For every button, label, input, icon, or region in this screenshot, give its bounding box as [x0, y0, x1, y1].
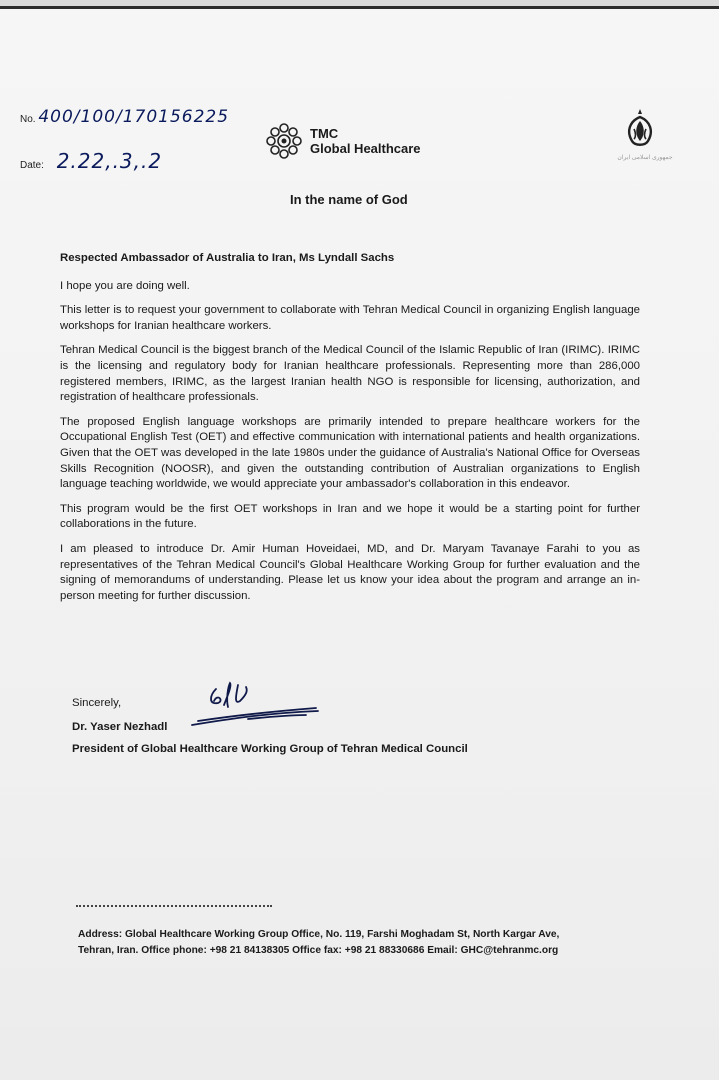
emblem-caption: جمهوری اسلامی ایران: [617, 155, 673, 161]
letter-page: [0, 6, 719, 1080]
letter-body: [60, 251, 640, 613]
address-line-1: Address: Global Healthcare Working Group Office, No. 119, Farshi Moghadam St, North Kargar Ave,: [78, 929, 560, 940]
letter-date-value: 2.22,.3,.2: [56, 149, 163, 173]
paragraph-request: This letter is to request your government to collaborate with Tehran Medical Council in organizing English language workshops for Iranian healthcare workers.: [60, 304, 640, 332]
tmc-logo: [262, 119, 421, 163]
address-line-2: Tehran, Iran. Office phone: +98 21 84138305 Office fax: +98 21 88330686 Email: GHC@tehranmc.org: [78, 945, 559, 956]
paragraph-workshops: The proposed English language workshops are primarily intended to prepare healthcare workers for the Occupational English Test (OET) and effective communication with international patients and health organizations. Given that the OET was developed in the late 1980s under the guidance of Australia's National Office for Overseas Skills Recognition (NOOSR), and given the outstanding contribution of Australian organizations to English language teaching worldwide, we would appreciate your ambassador's collaboration in this endeavor.: [60, 415, 640, 491]
letter-date-label: Date:: [20, 160, 44, 171]
iran-emblem-icon: [620, 107, 660, 151]
signatory-name: Dr. Yaser Nezhadl: [72, 721, 168, 733]
letter-closing: [72, 697, 468, 765]
paragraph-greeting: I hope you are doing well.: [60, 279, 190, 292]
letter-date: [20, 149, 162, 173]
signatory-position: President of Global Healthcare Working Group of Tehran Medical Council: [72, 743, 468, 755]
org-name-line2: Global Healthcare: [310, 141, 421, 156]
footer-address: [78, 927, 638, 959]
reference-number: [20, 107, 229, 127]
closing-sincerely: Sincerely,: [72, 697, 122, 709]
tmc-rosette-icon: [262, 119, 306, 163]
reference-number-value: 400/100/170156225: [38, 107, 230, 127]
paragraph-introduction: I am pleased to introduce Dr. Amir Human Hoveidaei, MD, and Dr. Maryam Tavanaye Farahi to you as representatives of the Tehran Medical Council's Global Healthcare Working Group for further evaluation and the signing of memorandums of understanding. Please let us know your idea about the program and arrange an in-person meeting for further discussion.: [60, 542, 640, 602]
org-name-line1: TMC: [310, 126, 339, 141]
paragraph-program: This program would be the first OET workshops in Iran and we hope it would be a starting point for further collaborations in the future.: [60, 502, 640, 531]
reference-number-label: No.: [20, 114, 36, 125]
footer-divider: [76, 905, 272, 907]
letter-heading: In the name of God: [290, 192, 408, 207]
paragraph-council: Tehran Medical Council is the biggest branch of the Medical Council of the Islamic Republic of Iran (IRIMC). IRIMC is the licensing and regulatory body for Iranian healthcare professionals. Representing more than 286,000 registered members, IRIMC, as the largest Iranian health NGO is responsible for licensing, authorization, and registration of healthcare professionals.: [60, 344, 640, 404]
letter-recipient: Respected Ambassador of Australia to Iran, Ms Lyndall Sachs: [60, 252, 395, 264]
